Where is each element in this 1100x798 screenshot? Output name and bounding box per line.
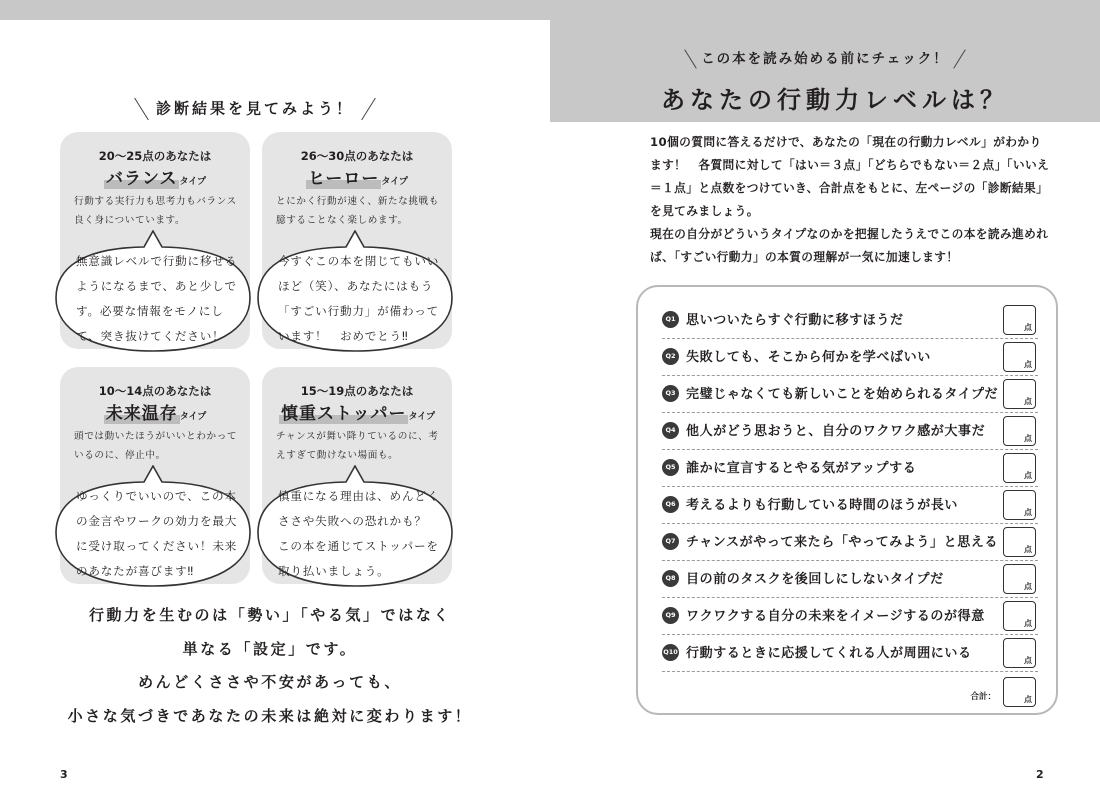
check-subtitle bbox=[550, 47, 1100, 70]
score-input-box[interactable] bbox=[1003, 305, 1036, 335]
question-text: チャンスがやって来たら「やってみよう」と思える bbox=[686, 535, 999, 550]
message-line: 単なる「設定」です。 bbox=[182, 639, 358, 658]
type-label bbox=[262, 399, 452, 424]
question-number-badge: Q3 bbox=[662, 385, 679, 402]
message-line: 行動力を生むのは「勢い」「やる気」ではなく bbox=[88, 606, 452, 624]
question-row bbox=[662, 413, 1038, 450]
point-unit: 点 bbox=[1024, 619, 1032, 628]
page-number-right: 2 bbox=[1036, 768, 1044, 781]
question-number-badge: Q8 bbox=[662, 570, 679, 587]
speech-bubble bbox=[54, 230, 252, 350]
type-suffix: タイプ bbox=[381, 177, 408, 187]
point-unit: 点 bbox=[1024, 656, 1032, 665]
slash-decoration bbox=[134, 98, 149, 121]
point-unit: 点 bbox=[1024, 360, 1032, 369]
speech-bubble bbox=[256, 465, 454, 585]
point-unit: 点 bbox=[1024, 508, 1032, 517]
check-subtitle-text: この本を読み始める前にチェック！ bbox=[701, 51, 949, 67]
type-suffix: タイプ bbox=[408, 412, 436, 422]
question-row bbox=[662, 450, 1038, 487]
type-description: 行動する実行力も思考力もバランス良く身についています。 bbox=[74, 196, 237, 226]
question-row bbox=[662, 339, 1038, 376]
score-range: 15〜19点のあなたは bbox=[300, 384, 414, 398]
question-row bbox=[662, 524, 1038, 561]
total-row bbox=[662, 674, 1038, 710]
type-name: ヒーロー bbox=[308, 169, 380, 189]
score-input-box[interactable] bbox=[1003, 453, 1036, 483]
point-unit: 点 bbox=[1024, 397, 1032, 406]
question-number-badge: Q2 bbox=[662, 348, 679, 365]
question-text: 目の前のタスクを後回しにしないタイプだ bbox=[686, 572, 944, 587]
question-row bbox=[662, 302, 1038, 339]
type-label bbox=[60, 399, 250, 424]
advice-text: 無意識レベルで行動に移せるようになるまで、あと少しです。必要な情報をモノにして、突き抜けてください！ bbox=[76, 254, 238, 343]
advice-text: 慎重になる理由は、めんどくささや失敗への恐れかも？ この本を通じてストッパーを取り払いましょう。 bbox=[278, 489, 440, 578]
score-input-box[interactable] bbox=[1003, 564, 1036, 594]
diagnosis-heading bbox=[0, 96, 510, 122]
score-input-box[interactable] bbox=[1003, 638, 1036, 668]
type-description: チャンスが舞い降りているのに、考えすぎて動けない場面も。 bbox=[276, 431, 439, 461]
question-text: 失敗しても、そこから何かを学べばいい bbox=[686, 350, 931, 365]
result-card-hero bbox=[262, 132, 452, 349]
question-text: 完璧じゃなくても新しいことを始められるタイプだ bbox=[686, 387, 999, 402]
intro-paragraph-2: 現在の自分がどういうタイプなのかを把握したうえでこの本を読み進めれば、「すごい行動力」の本質の理解が一気に加速します！ bbox=[650, 227, 1049, 264]
diagnosis-heading-text: 診断結果を見てみよう！ bbox=[155, 99, 354, 118]
type-name: 未来温存 bbox=[105, 404, 178, 424]
question-number-badge: Q9 bbox=[662, 607, 679, 624]
question-row bbox=[662, 376, 1038, 413]
type-name: 慎重ストッパー bbox=[280, 404, 407, 424]
closing-message bbox=[60, 599, 480, 733]
point-unit: 点 bbox=[1024, 582, 1032, 591]
result-card-balance bbox=[60, 132, 250, 349]
score-input-box[interactable] bbox=[1003, 601, 1036, 631]
result-card-cautious-stopper bbox=[262, 367, 452, 584]
question-number-badge: Q1 bbox=[662, 311, 679, 328]
intro-text bbox=[650, 131, 1050, 269]
point-unit: 点 bbox=[1024, 471, 1032, 480]
point-unit: 点 bbox=[1024, 695, 1032, 704]
question-number-badge: Q10 bbox=[662, 644, 679, 661]
score-input-box[interactable] bbox=[1003, 490, 1036, 520]
question-text: 思いついたらすぐ行動に移すほうだ bbox=[686, 313, 904, 328]
score-range: 10〜14点のあなたは bbox=[98, 384, 212, 398]
score-input-box[interactable] bbox=[1003, 379, 1036, 409]
advice-text: 今すぐこの本を閉じてもいいほど（笑）、あなたにはもう「すごい行動力」が備わっています！ おめでとう‼ bbox=[278, 254, 440, 343]
question-row bbox=[662, 635, 1038, 672]
score-input-box[interactable] bbox=[1003, 416, 1036, 446]
question-text: 他人がどう思おうと、自分のワクワク感が大事だ bbox=[686, 424, 986, 439]
score-input-box[interactable] bbox=[1003, 342, 1036, 372]
question-number-badge: Q4 bbox=[662, 422, 679, 439]
type-label bbox=[262, 164, 452, 189]
type-suffix: タイプ bbox=[179, 412, 207, 422]
score-range: 20〜25点のあなたは bbox=[98, 149, 212, 163]
type-description: とにかく行動が速く、新たな挑戦も臆することなく楽しめます。 bbox=[276, 196, 439, 226]
type-label bbox=[60, 164, 250, 189]
point-unit: 点 bbox=[1024, 434, 1032, 443]
slash-decoration bbox=[361, 98, 376, 121]
score-range: 26〜30点のあなたは bbox=[300, 149, 414, 163]
type-description: 頭では動いたほうがいいとわかっているのに、停止中。 bbox=[74, 431, 238, 461]
question-number-badge: Q7 bbox=[662, 533, 679, 550]
message-line: 小さな気づきであなたの未来は絶対に変わります！ bbox=[67, 706, 473, 725]
question-row bbox=[662, 561, 1038, 598]
advice-text: ゆっくりでいいので、この本の金言やワークの効力を最大に受け取ってください！未来のあなたが喜びます‼ bbox=[76, 489, 238, 578]
speech-bubble bbox=[256, 230, 454, 350]
intro-paragraph-1: 10個の質問に答えるだけで、あなたの「現在の行動力レベル」がわかります！ 各質問に対して「はい＝３点」「どちらでもない＝２点」「いいえ＝１点」と点数をつけていき、合計点をもとに、左ページの「診断結果」を見てみましょう。 bbox=[650, 135, 1050, 218]
point-unit: 点 bbox=[1024, 323, 1032, 332]
question-text: 考えるよりも行動している時間のほうが長い bbox=[686, 498, 959, 513]
question-text: 誰かに宣言するとやる気がアップする bbox=[686, 461, 917, 476]
top-strip bbox=[0, 0, 1100, 20]
checklist-panel bbox=[636, 285, 1058, 715]
score-input-box[interactable] bbox=[1003, 527, 1036, 557]
type-name: バランス bbox=[105, 169, 178, 189]
page-number-left: 3 bbox=[60, 768, 68, 781]
point-unit: 点 bbox=[1024, 545, 1032, 554]
result-card-future-reserve bbox=[60, 367, 250, 584]
question-row bbox=[662, 487, 1038, 524]
question-text: 行動するときに応援してくれる人が周囲にいる bbox=[686, 646, 972, 661]
slash-decoration bbox=[684, 49, 697, 68]
type-suffix: タイプ bbox=[179, 177, 207, 187]
total-score-box[interactable] bbox=[1003, 677, 1036, 707]
total-label: 合計： bbox=[970, 692, 996, 702]
question-number-badge: Q5 bbox=[662, 459, 679, 476]
question-number-badge: Q6 bbox=[662, 496, 679, 513]
speech-bubble bbox=[54, 465, 252, 585]
slash-decoration bbox=[953, 49, 966, 68]
question-row bbox=[662, 598, 1038, 635]
message-line: めんどくささや不安があっても、 bbox=[138, 673, 402, 691]
question-text: ワクワクする自分の未来をイメージするのが得意 bbox=[686, 609, 985, 624]
page-title: あなたの行動力レベルは？ bbox=[661, 86, 1009, 114]
